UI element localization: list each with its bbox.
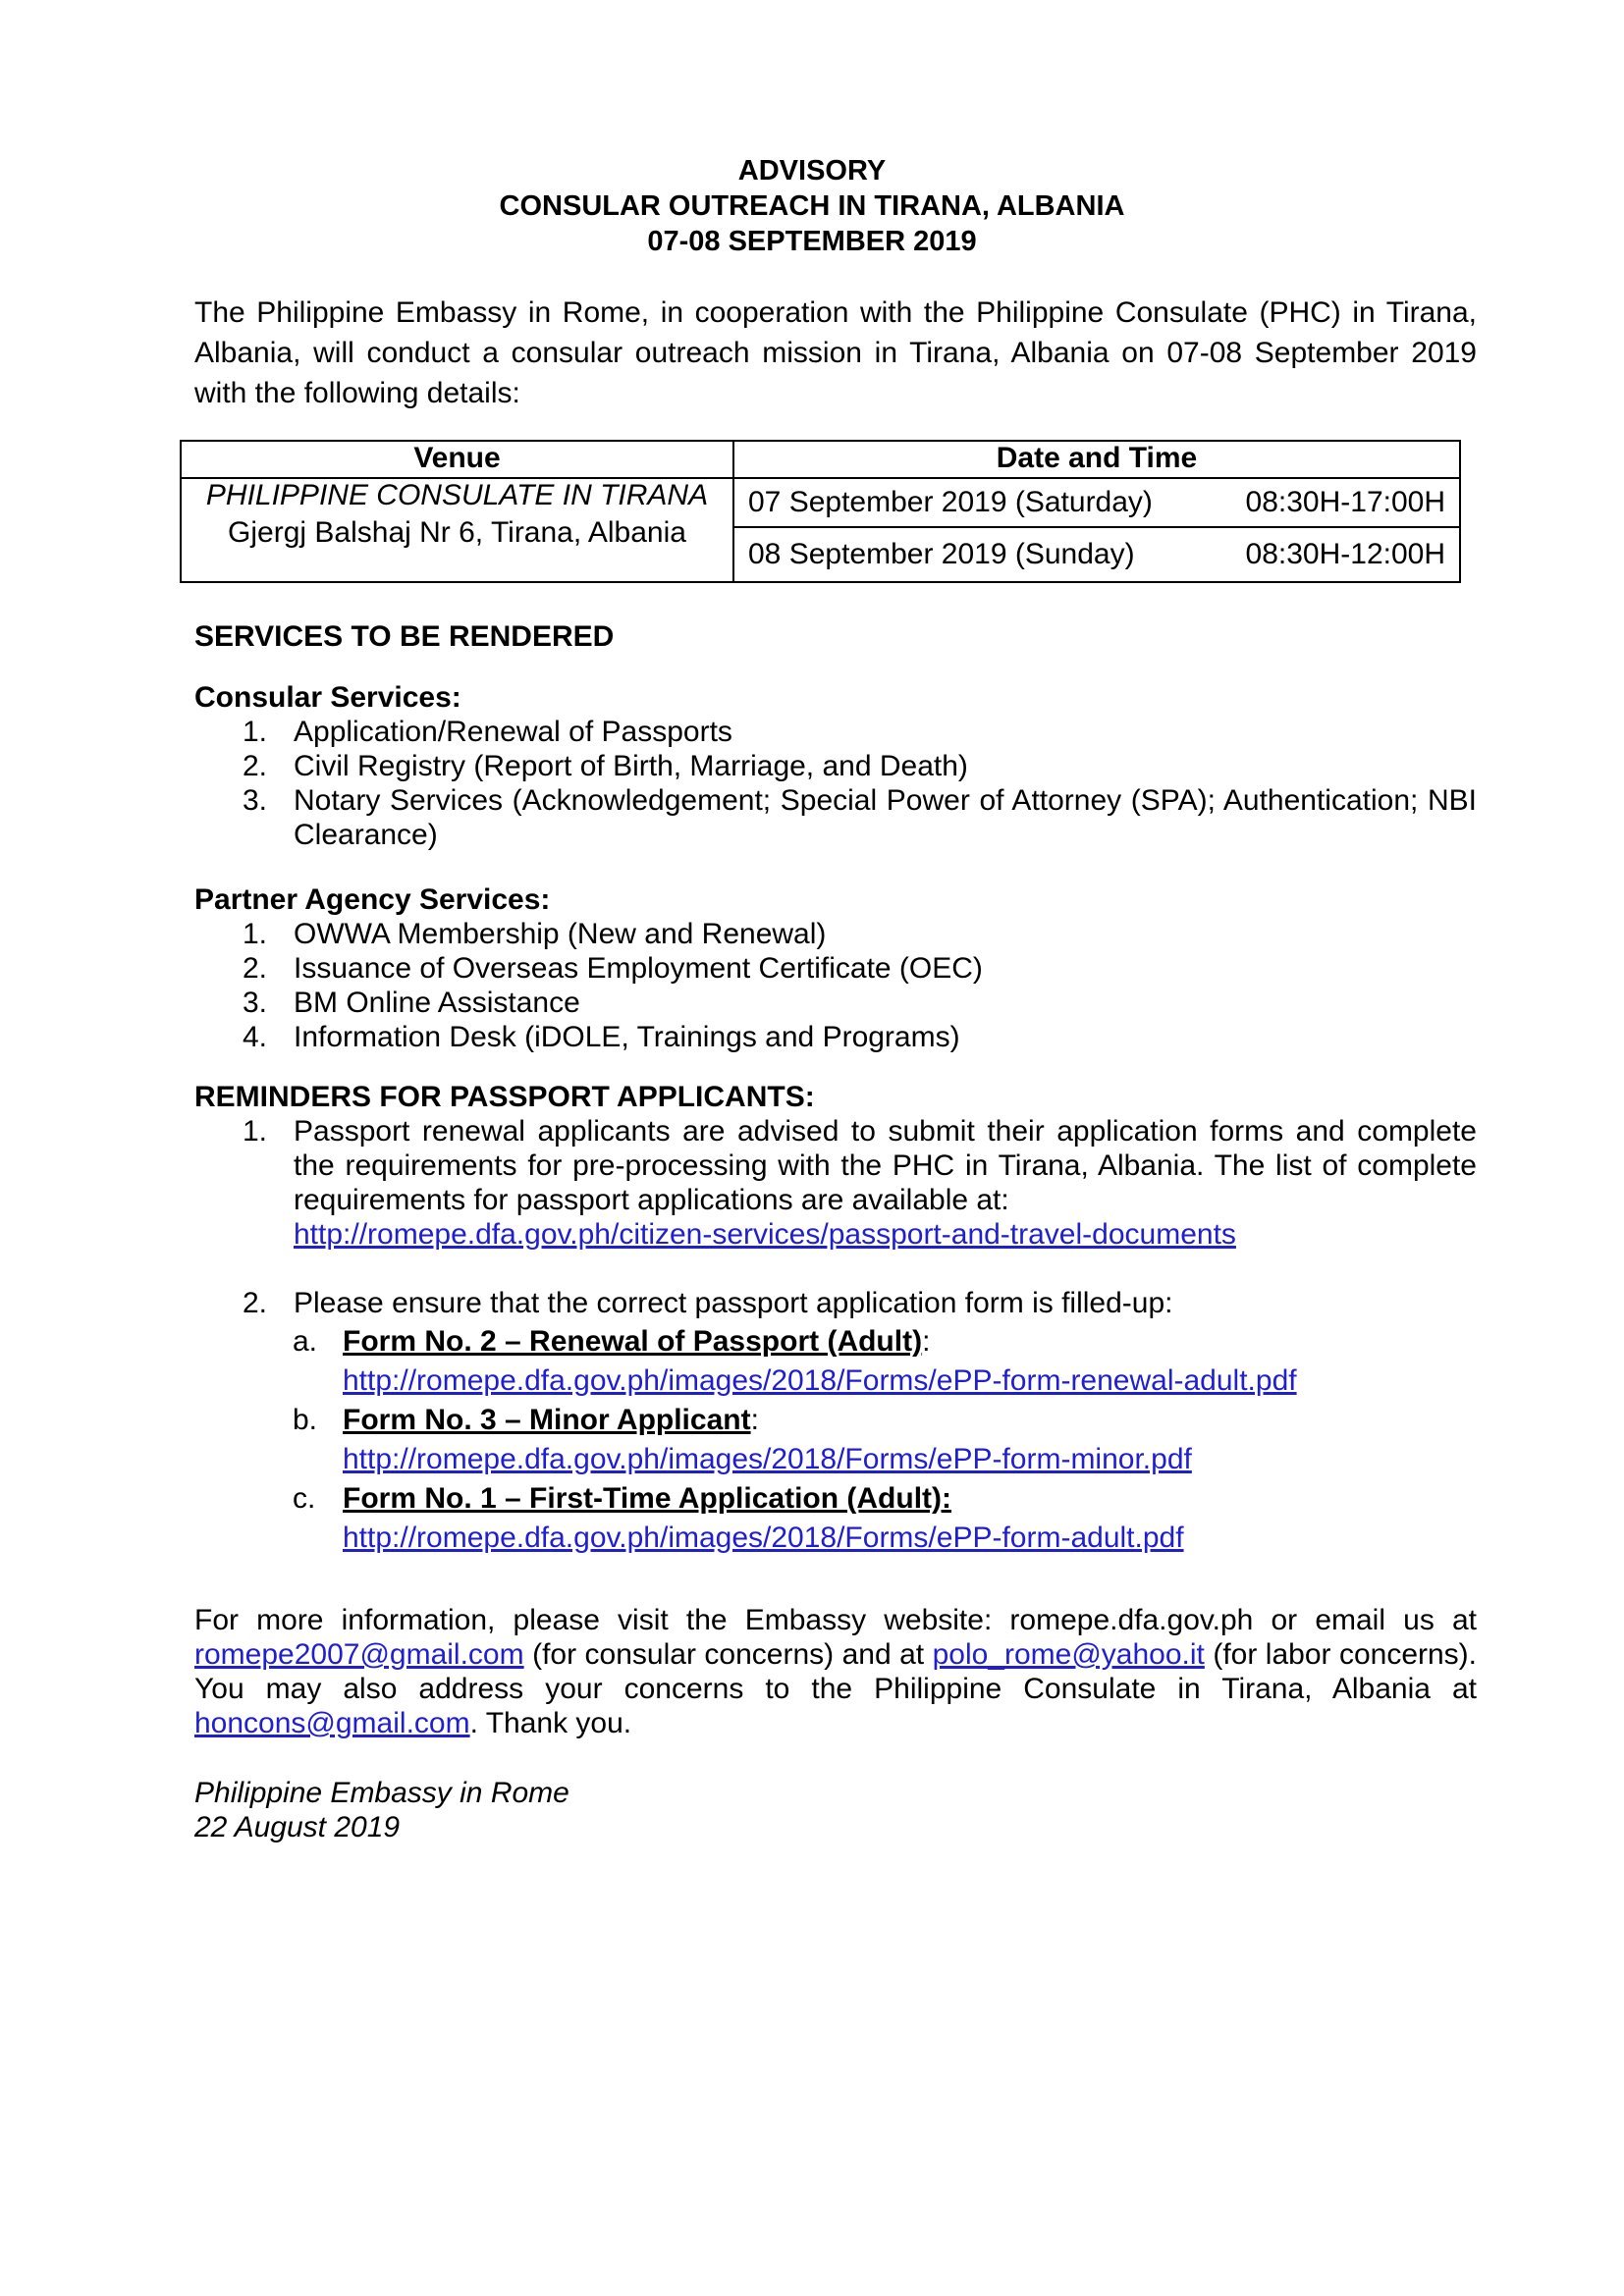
- form-link[interactable]: http://romepe.dfa.gov.ph/images/2018/Forms/ePP-form-adult.pdf: [343, 1522, 1184, 1554]
- intro-paragraph: The Philippine Embassy in Rome, in cooperation with the Philippine Consulate (PHC) in Tirana, Albania, will conduct a consular outreach mission in Tirana, Albania on 07-08 September 2019 with the following details:: [194, 296, 1477, 409]
- list-item-text: Information Desk (iDOLE, Trainings and Programs): [294, 1021, 960, 1053]
- partner-services-title: Partner Agency Services:: [194, 883, 551, 916]
- list-item-text: Notary Services (Acknowledgement; Special Power of Attorney (SPA); Authentication; NBI Clearance): [294, 784, 1477, 851]
- passport-requirements-link[interactable]: http://romepe.dfa.gov.ph/citizen-services/passport-and-travel-documents: [294, 1218, 1236, 1251]
- consular-email-link[interactable]: romepe2007@gmail.com: [194, 1638, 524, 1671]
- list-item-number: 2.: [243, 952, 268, 985]
- list-item: [194, 917, 1477, 951]
- form-title: Form No. 1 – First-Time Application (Adult):: [343, 1482, 952, 1515]
- signature-org: Philippine Embassy in Rome: [194, 1777, 569, 1809]
- list-item-text: Application/Renewal of Passports: [294, 716, 732, 748]
- form-link[interactable]: http://romepe.dfa.gov.ph/images/2018/Forms/ePP-form-renewal-adult.pdf: [343, 1364, 1297, 1397]
- form-letter: a.: [293, 1325, 318, 1358]
- schedule-date: 07 September 2019 (Saturday): [748, 486, 1153, 518]
- list-item: [194, 1020, 1477, 1054]
- partner-services-list: [194, 917, 1477, 1054]
- list-item-number: 1.: [243, 1115, 268, 1148]
- form-suffix: :: [750, 1404, 759, 1436]
- signature-date: 22 August 2019: [194, 1811, 401, 1843]
- list-item-number: 2.: [243, 750, 268, 782]
- reminders-list: [194, 1114, 1477, 1558]
- advisory-title: ADVISORY: [737, 155, 887, 187]
- list-item: [194, 951, 1477, 986]
- list-item-number: 1.: [243, 918, 268, 950]
- list-item-number: 2.: [243, 1287, 268, 1319]
- list-item-number: 3.: [243, 987, 268, 1019]
- list-item: [194, 1114, 1477, 1252]
- list-item-number: 4.: [243, 1021, 268, 1053]
- closing-text-1: For more information, please visit the Embassy website: romepe.dfa.gov.ph or email us at: [194, 1604, 1477, 1636]
- venue-header: Venue: [181, 441, 733, 478]
- advisory-dates: 07-08 SEPTEMBER 2019: [647, 226, 977, 257]
- services-title: SERVICES TO BE RENDERED: [194, 620, 615, 653]
- venue-cell: [181, 478, 733, 582]
- list-item-text: Passport renewal applicants are advised to submit their application forms and complete the requirements for pre-processing with the PHC in Tirana, Albania. The list of complete requirements for passport applications are available at:: [294, 1115, 1477, 1216]
- consular-services-title: Consular Services:: [194, 681, 461, 714]
- venue-name: PHILIPPINE CONSULATE IN TIRANA: [205, 479, 709, 511]
- list-item-text: Civil Registry (Report of Birth, Marriage, and Death): [294, 750, 968, 782]
- schedule-table: [180, 440, 1461, 583]
- list-item-number: 1.: [243, 716, 268, 748]
- schedule-time: 08:30H-17:00H: [1245, 486, 1445, 518]
- closing-paragraph: [194, 1603, 1477, 1740]
- list-item: [194, 1286, 1477, 1320]
- closing-text-2: (for consular concerns) and at: [532, 1638, 925, 1671]
- labor-email-link[interactable]: polo_rome@yahoo.it: [932, 1638, 1205, 1671]
- form-suffix: :: [922, 1325, 931, 1358]
- consulate-email-link[interactable]: honcons@gmail.com: [194, 1707, 470, 1739]
- form-item: [194, 1479, 1477, 1558]
- schedule-header-row: [181, 441, 1460, 478]
- schedule-date: 08 September 2019 (Sunday): [748, 538, 1135, 570]
- list-item: [194, 783, 1477, 852]
- closing-text-3: (for labor concerns). You may also address your concerns to the Philippine Consulate in Tirana, Albania at: [194, 1638, 1478, 1705]
- list-item-text: Please ensure that the correct passport application form is filled-up:: [294, 1287, 1173, 1319]
- form-title: Form No. 2 – Renewal of Passport (Adult): [343, 1325, 923, 1358]
- list-item-text: Issuance of Overseas Employment Certificate (OEC): [294, 952, 983, 985]
- list-item-text: OWWA Membership (New and Renewal): [294, 918, 827, 950]
- form-item: [194, 1322, 1477, 1401]
- list-item: [194, 986, 1477, 1020]
- list-item-text: BM Online Assistance: [294, 987, 580, 1019]
- form-title: Form No. 3 – Minor Applicant: [343, 1404, 751, 1436]
- datetime-header: Date and Time: [733, 441, 1460, 478]
- venue-address: Gjergj Balshaj Nr 6, Tirana, Albania: [228, 516, 686, 549]
- schedule-datetime-2: [733, 527, 1460, 582]
- form-letter: b.: [293, 1404, 318, 1436]
- list-item: [194, 749, 1477, 783]
- schedule-row-1: [181, 478, 1460, 527]
- consular-services-list: [194, 715, 1477, 852]
- reminders-title: REMINDERS FOR PASSPORT APPLICANTS:: [194, 1081, 815, 1113]
- schedule-datetime-1: [733, 478, 1460, 527]
- form-letter: c.: [293, 1482, 316, 1515]
- advisory-subtitle: CONSULAR OUTREACH IN TIRANA, ALBANIA: [499, 190, 1125, 222]
- list-item: [194, 715, 1477, 749]
- form-link[interactable]: http://romepe.dfa.gov.ph/images/2018/Forms/ePP-form-minor.pdf: [343, 1443, 1192, 1475]
- list-item-number: 3.: [243, 784, 268, 817]
- closing-text-4: . Thank you.: [469, 1707, 632, 1739]
- form-list: [194, 1322, 1477, 1558]
- form-item: [194, 1401, 1477, 1479]
- schedule-time: 08:30H-12:00H: [1245, 538, 1445, 570]
